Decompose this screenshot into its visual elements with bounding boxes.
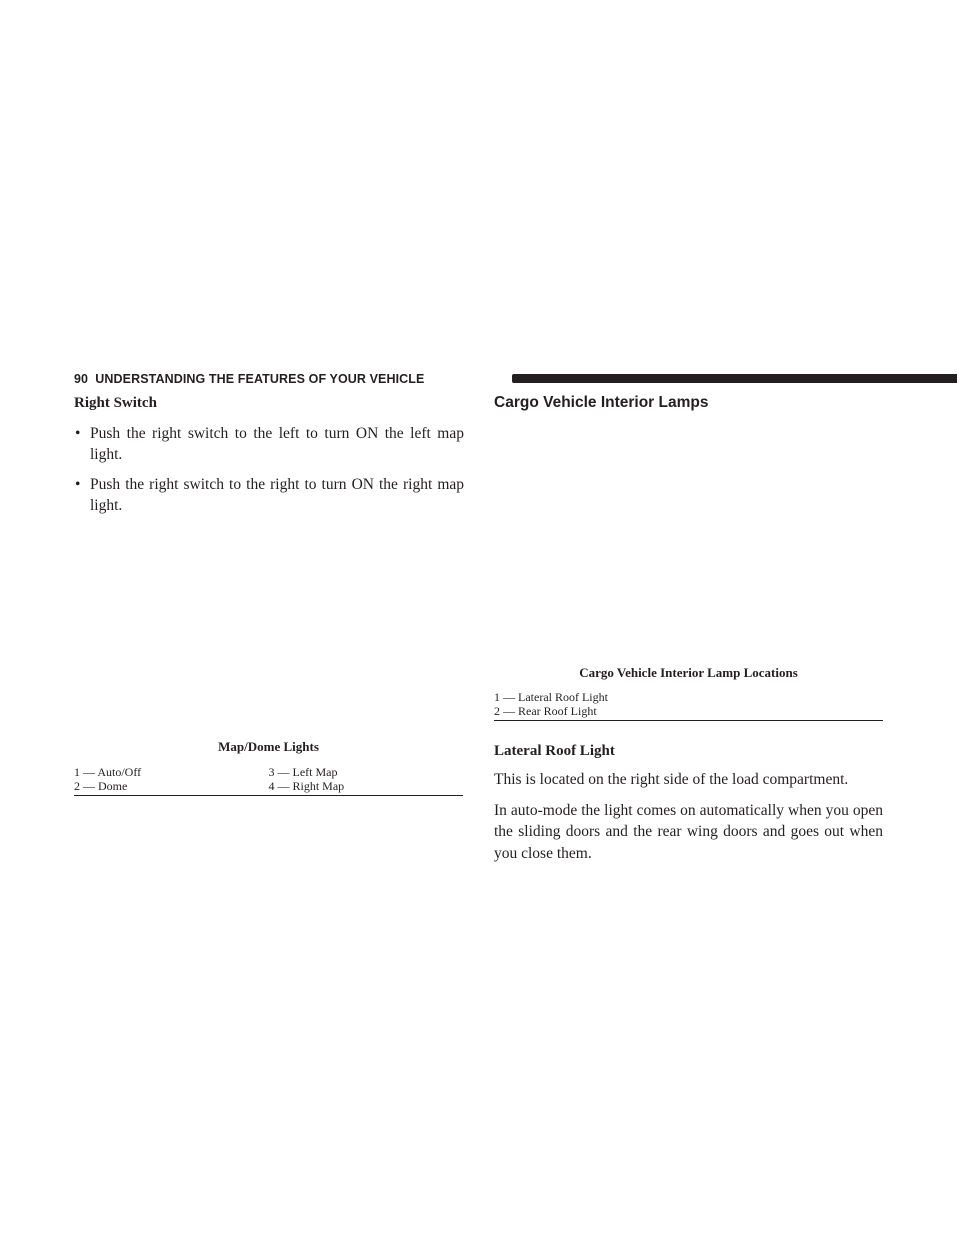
map-dome-lights-figure <box>74 738 463 796</box>
header-text <box>74 371 424 387</box>
cargo-lamps-heading: Cargo Vehicle Interior Lamps <box>494 394 709 411</box>
legend-item: 3 — Left Map <box>268 765 338 779</box>
figure-legend <box>74 765 463 796</box>
body-paragraph: In auto-mode the light comes on automatically when you open the sliding doors and the rear wing doors and goes out when you close them. <box>494 801 883 862</box>
page-header <box>74 371 884 387</box>
legend-item: 2 — Dome <box>74 779 128 793</box>
bullet-text: Push the right switch to the left to turn ON the left map light. <box>90 425 464 463</box>
figure-caption: Cargo Vehicle Interior Lamp Locations <box>579 665 798 680</box>
right-column <box>494 393 884 413</box>
bullet-item <box>74 474 464 516</box>
lateral-roof-light-heading: Lateral Roof Light <box>494 743 615 759</box>
bullet-text: Push the right switch to the right to turn ON the right map light. <box>90 476 464 514</box>
legend-row <box>74 765 463 779</box>
cargo-lamp-locations-figure <box>494 664 883 721</box>
legend-item: 1 — Auto/Off <box>74 765 142 779</box>
legend-rule <box>74 795 463 796</box>
figure-caption: Map/Dome Lights <box>218 739 319 754</box>
page-number: 90 <box>74 372 89 386</box>
lateral-roof-light-section <box>494 741 883 864</box>
legend-item: 4 — Right Map <box>268 779 345 793</box>
legend-rule <box>494 720 883 721</box>
body-paragraph: This is located on the right side of the load compartment. <box>494 771 849 788</box>
right-switch-heading: Right Switch <box>74 395 157 411</box>
bullet-icon: • <box>75 476 81 493</box>
legend-item: 1 — Lateral Roof Light <box>494 690 608 704</box>
section-title: UNDERSTANDING THE FEATURES OF YOUR VEHICLE <box>95 372 425 386</box>
left-column <box>74 393 464 516</box>
legend-row <box>74 779 463 793</box>
header-bar <box>512 374 957 383</box>
right-switch-bullets <box>74 423 464 516</box>
bullet-icon: • <box>75 425 81 442</box>
legend-item: 2 — Rear Roof Light <box>494 704 597 718</box>
bullet-item <box>74 423 464 465</box>
figure-legend <box>494 690 883 721</box>
